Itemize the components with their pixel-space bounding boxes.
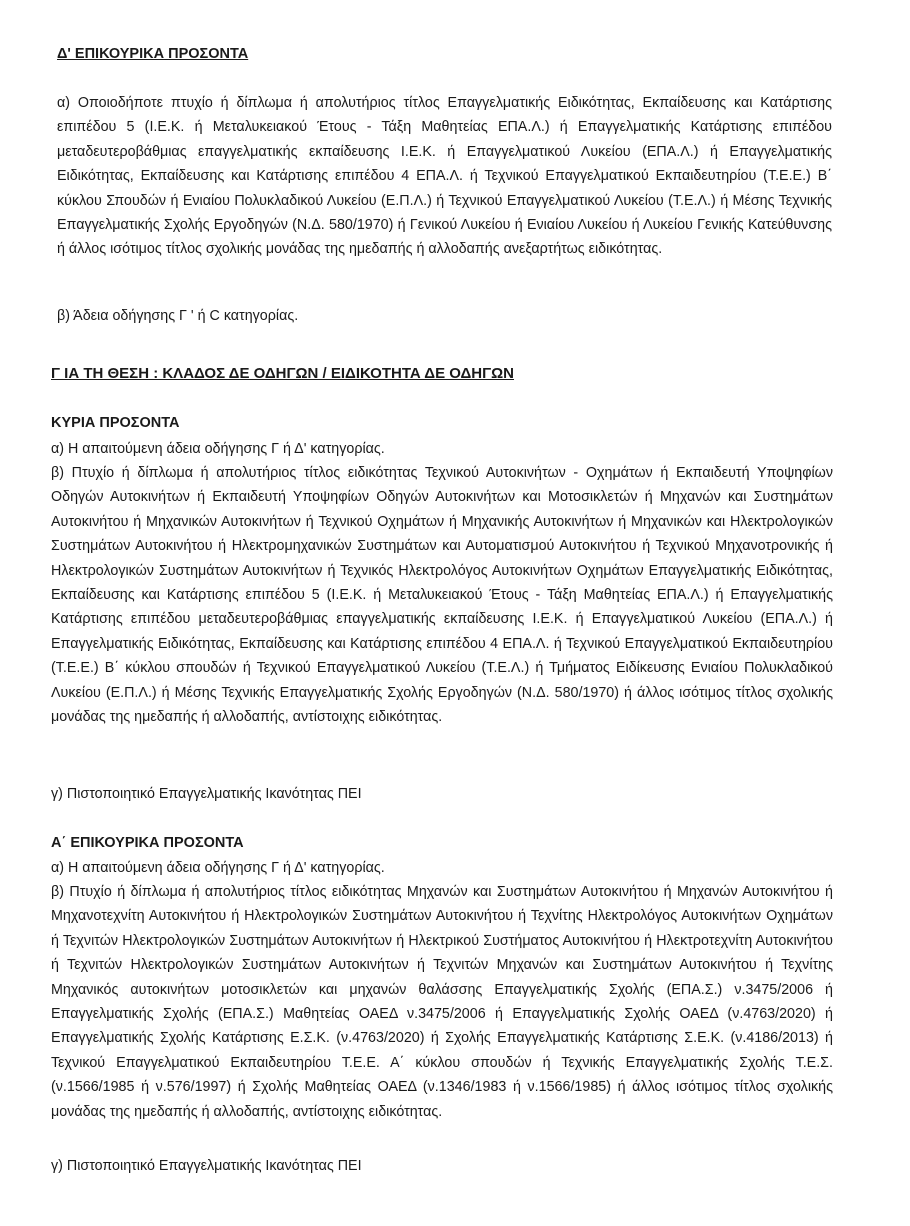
main-qualifications-item-a: α) Η απαιτούμενη άδεια οδήγησης Γ ή Δ' κατηγορίας.	[51, 441, 385, 457]
section-a-supplementary-item-b: β) Πτυχίο ή δίπλωμα ή απολυτήριος τίτλος ειδικότητας Μηχανών και Συστημάτων Αυτοκινήτου ή Μηχανών Αυτοκινήτου ή Μηχανοτεχνίτη Αυτοκινήτου ή Ηλεκτρολογικών Συστημάτων Αυτοκινήτου ή Τεχνίτης Ηλεκτρολόγος Αυτοκινήτων Οχημάτων ή Τεχνιτών Ηλεκτρολογικών Συστημάτων Αυτοκινήτων ή Ηλεκτρικού Συστήματος Αυτοκινήτου ή Ηλεκτροτεχνίτη Αυτοκινήτου ή Τεχνιτών Ηλεκτρολογικών Συστημάτων Αυτοκινήτων ή Τεχνιτών Μηχανών και Συστημάτων Αυτοκινήτου ή Τεχνίτης Μηχανικός αυτοκινήτων μοτοσικλετών και μηχανών θαλάσσης Επαγγελματικής Σχολής (ΕΠΑ.Σ.) ν.3475/2006 ή Επαγγελματικής Σχολής (ΕΠΑ.Σ.) Μαθητείας ΟΑΕΔ ν.3475/2006 ή Επαγγελματικής Σχολής ΟΑΕΔ (ν.4763/2020) ή Επαγγελματικής Σχολής Κατάρτισης Ε.Σ.Κ. (ν.4763/2020) ή Σχολής Επαγγελματικής Κατάρτισης Σ.Ε.Κ. (ν.4186/2013) ή Τεχνικού Επαγγελματικού Εκπαιδευτηρίου Τ.Ε.Ε. Α΄ κύκλου σπουδών ή Τεχνικής Επαγγελματικής Σχολής Τ.Ε.Σ. (ν.1566/1985 ή ν.576/1997) ή Σχολής Μαθητείας ΟΑΕΔ (ν.1346/1983 ή ν.1566/1985) ή άλλος ισότιμος τίτλος σχολικής μονάδας της ημεδαπής ή αλλοδαπής, αντίστοιχης ειδικότητας.	[51, 884, 833, 1120]
main-qualifications-item-b: β) Πτυχίο ή δίπλωμα ή απολυτήριος τίτλος ειδικότητας Τεχνικού Αυτοκινήτων - Οχημάτων ή Εκπαιδευτή Υποψηφίων Οδηγών Αυτοκινήτων ή Εκπαιδευτή Υποψηφίων Οδηγών Αυτοκινήτων και Μοτοσικλετών ή Μηχανών και Συστημάτων Αυτοκινήτου ή Μηχανικών Αυτοκινήτων ή Τεχνικού Οχημάτων ή Μηχανικής Αυτοκινήτων ή Μηχανικών και Ηλεκτρολογικών Συστημάτων Αυτοκινήτου ή Ηλεκτρομηχανικών Συστημάτων και Αυτοματισμού Αυτοκινήτου ή Τεχνικού Μηχανοτρονικής ή Ηλεκτρολογικών Συστημάτων Αυτοκινήτων ή Τεχνικός Ηλεκτρολόγος Αυτοκινήτων Οχημάτων Επαγγελματικής Ειδικότητας, Εκπαίδευσης και Κατάρτισης επιπέδου 5 (Ι.Ε.Κ. ή Μεταλυκειακού Έτους - Τάξη Μαθητείας ΕΠΑ.Λ.) ή Επαγγελματικής Κατάρτισης επιπέδου μεταδευτεροβάθμιας επαγγελματικής εκπαίδευσης Ι.Ε.Κ. ή Επαγγελματικού Λυκείου (ΕΠΑ.Λ.) ή Επαγγελματικής Ειδικότητας, Εκπαίδευσης και Κατάρτισης επιπέδου 4 ΕΠΑ.Λ. ή Τεχνικού Επαγγελματικού Εκπαιδευτηρίου (Τ.Ε.Ε.) Β΄ κύκλου σπουδών ή Τεχνικού Επαγγελματικού Λυκείου (Τ.Ε.Λ.) ή Τμήματος Ειδίκευσης Ενιαίου Πολυκλαδικού Λυκείου (Ε.Π.Λ.) ή Μέσης Τεχνικής Επαγγελματικής Σχολής Εργοδηγών (Ν.Δ. 580/1970) ή άλλος ισότιμος τίτλος σχολικής μονάδας της ημεδαπής ή αλλοδαπής, αντίστοιχης ειδικότητας.	[51, 465, 833, 726]
section-d-heading: Δ' ΕΠΙΚΟΥΡΙΚΑ ΠΡΟΣΟΝΤΑ	[57, 46, 249, 62]
section-d-item-a: α) Οποιοδήποτε πτυχίο ή δίπλωμα ή απολυτήριος τίτλος Επαγγελματικής Ειδικότητας, Εκπαίδευσης και Κατάρτισης επιπέδου 5 (Ι.Ε.Κ. ή Μεταλυκειακού Έτους - Τάξη Μαθητείας ΕΠΑ.Λ.) ή Επαγγελματικής Κατάρτισης επιπέδου μεταδευτεροβάθμιας επαγγελματικής εκπαίδευσης Ι.Ε.Κ. ή Επαγγελματικού Λυκείου (ΕΠΑ.Λ.) ή Επαγγελματικής Ειδικότητας, Εκπαίδευσης και Κατάρτισης επιπέδου 4 ΕΠΑ.Λ. ή Τεχνικού Επαγγελματικού Εκπαιδευτηρίου (Τ.Ε.Ε.) Β΄ κύκλου Σπουδών ή Ενιαίου Πολυκλαδικού Λυκείου (Ε.Π.Λ.) ή Τεχνικού Επαγγελματικού Λυκείου (Τ.Ε.Λ.) ή Μέσης Τεχνικής Επαγγελματικής Σχολής Εργοδηγών (Ν.Δ. 580/1970) ή Γενικού Λυκείου ή Ενιαίου Λυκείου ή Λυκείου Γενικής Κατεύθυνσης ή άλλος ισότιμος τίτλος σχολικής μονάδας της ημεδαπής ή αλλοδαπής ανεξαρτήτως ειδικότητας.	[57, 95, 832, 258]
section-a-supplementary-heading: Α΄ ΕΠΙΚΟΥΡΙΚΑ ΠΡΟΣΟΝΤΑ	[51, 835, 244, 851]
position-title: Γ ΙΑ ΤΗ ΘΕΣΗ : ΚΛΑΔΟΣ ΔΕ ΟΔΗΓΩΝ / ΕΙΔΙΚΟΤΗΤΑ ΔΕ ΟΔΗΓΩΝ	[51, 365, 515, 382]
section-d-item-b: β) Άδεια οδήγησης Γ ' ή C κατηγορίας.	[57, 308, 299, 324]
main-qualifications-item-c: γ) Πιστοποιητικό Επαγγελματικής Ικανότητας ΠΕΙ	[51, 786, 362, 802]
main-qualifications-heading: ΚΥΡΙΑ ΠΡΟΣΟΝΤΑ	[51, 415, 180, 431]
section-a-supplementary-item-c: γ) Πιστοποιητικό Επαγγελματικής Ικανότητας ΠΕΙ	[51, 1158, 362, 1174]
section-a-supplementary-item-a: α) Η απαιτούμενη άδεια οδήγησης Γ ή Δ' κατηγορίας.	[51, 860, 385, 876]
